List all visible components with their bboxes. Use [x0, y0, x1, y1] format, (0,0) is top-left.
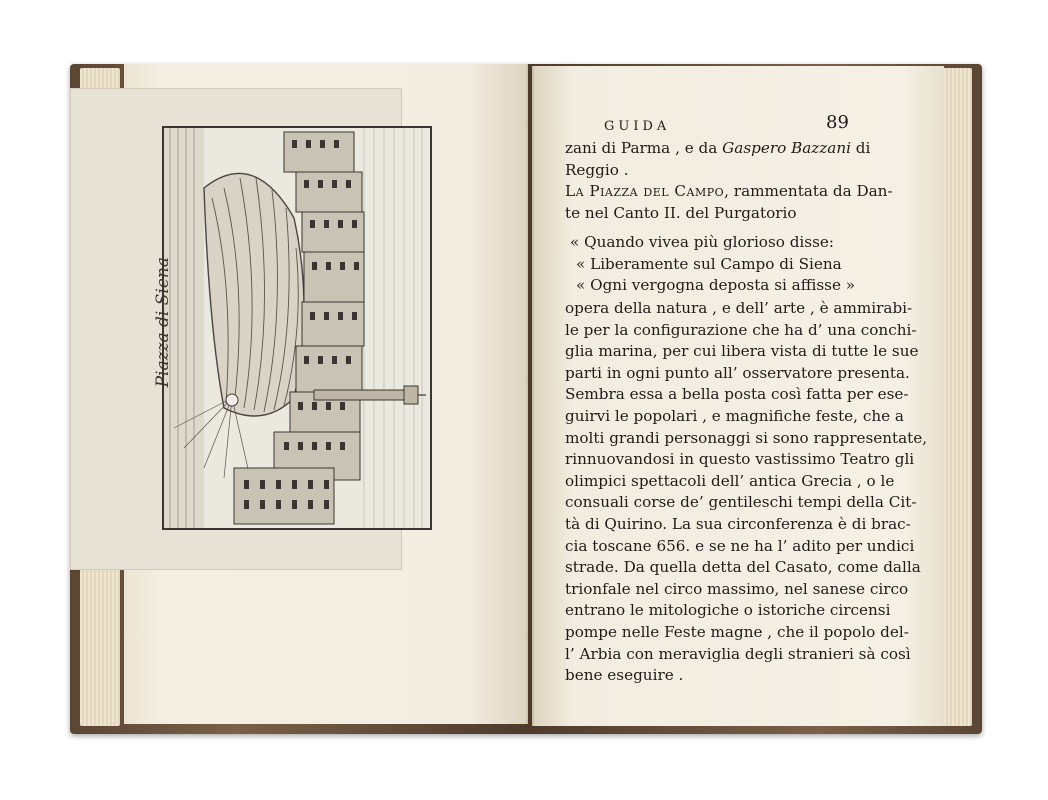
body-line: parti in ogni punto all’ osservatore presenta. — [565, 363, 910, 382]
running-head: GUIDA — [604, 119, 671, 134]
body-line: entrano le mitologiche o istoriche circensi — [565, 601, 891, 620]
body-line: le per la configurazione che ha d’ una conchi- — [565, 320, 917, 339]
plate-caption — [148, 222, 178, 422]
body-line: strade. Da quella detta del Casato, come dalla — [565, 558, 921, 577]
text-line — [565, 181, 893, 203]
body-line: opera della natura , e dell’ arte , è ammirabi- — [565, 299, 913, 317]
text-line — [565, 203, 797, 225]
quote-line: « Ogni vergogna deposta si affisse » — [576, 276, 856, 295]
engraving-illustration — [164, 128, 430, 528]
text-line — [565, 138, 870, 160]
text-segment: zani di Parma , e da — [565, 139, 723, 157]
body-line: tà di Quirino. La sua circonferenza è di brac- — [565, 515, 911, 533]
body-line: l’ Arbia con meraviglia degli stranieri sà così — [565, 644, 911, 663]
body-line: olimpici spettacoli dell’ antica Grecia , o le — [565, 471, 895, 490]
book-gutter — [526, 64, 534, 726]
body-line: molti grandi personaggi si sono rappresentate, — [565, 428, 928, 447]
text-segment: Gaspero Bazzani — [722, 139, 851, 157]
body-line: cia toscane 656. e se ne ha l’ adito per undici — [565, 536, 915, 555]
text-segment: La Piazza del Campo — [565, 182, 725, 201]
body-line: Sembra essa a bella posta così fatta per ese- — [565, 385, 909, 404]
body-line: trionfale nel circo massimo, nel sanese circo — [565, 579, 909, 598]
body-line: rinnuovandosi in questo vastissimo Teatro gli — [565, 450, 915, 469]
body-line: guirvi le popolari , e magnifiche feste, che a — [565, 407, 904, 425]
engraving-piazza — [162, 126, 432, 530]
text-segment: , rammentata da Dan- — [724, 182, 893, 201]
body-line: pompe nelle Feste magne , che il popolo del- — [565, 623, 909, 641]
plate-caption-text: Piazza di Siena — [153, 256, 173, 388]
body-line: glia marina, per cui libera vista di tutte le sue — [565, 342, 919, 361]
text-segment: di — [850, 139, 871, 157]
text-segment: te nel Canto II. del Purgatorio — [565, 203, 797, 222]
quote-line: « Quando vivea più glorioso disse: — [570, 233, 834, 251]
body-line: consuali corse de’ gentileschi tempi della Cit- — [565, 493, 917, 512]
body-line: bene eseguire . — [565, 666, 684, 685]
page-number: 89 — [826, 112, 849, 133]
text-line — [565, 160, 629, 182]
text-segment: Reggio . — [565, 160, 629, 179]
quote-line: « Liberamente sul Campo di Siena — [576, 254, 842, 273]
